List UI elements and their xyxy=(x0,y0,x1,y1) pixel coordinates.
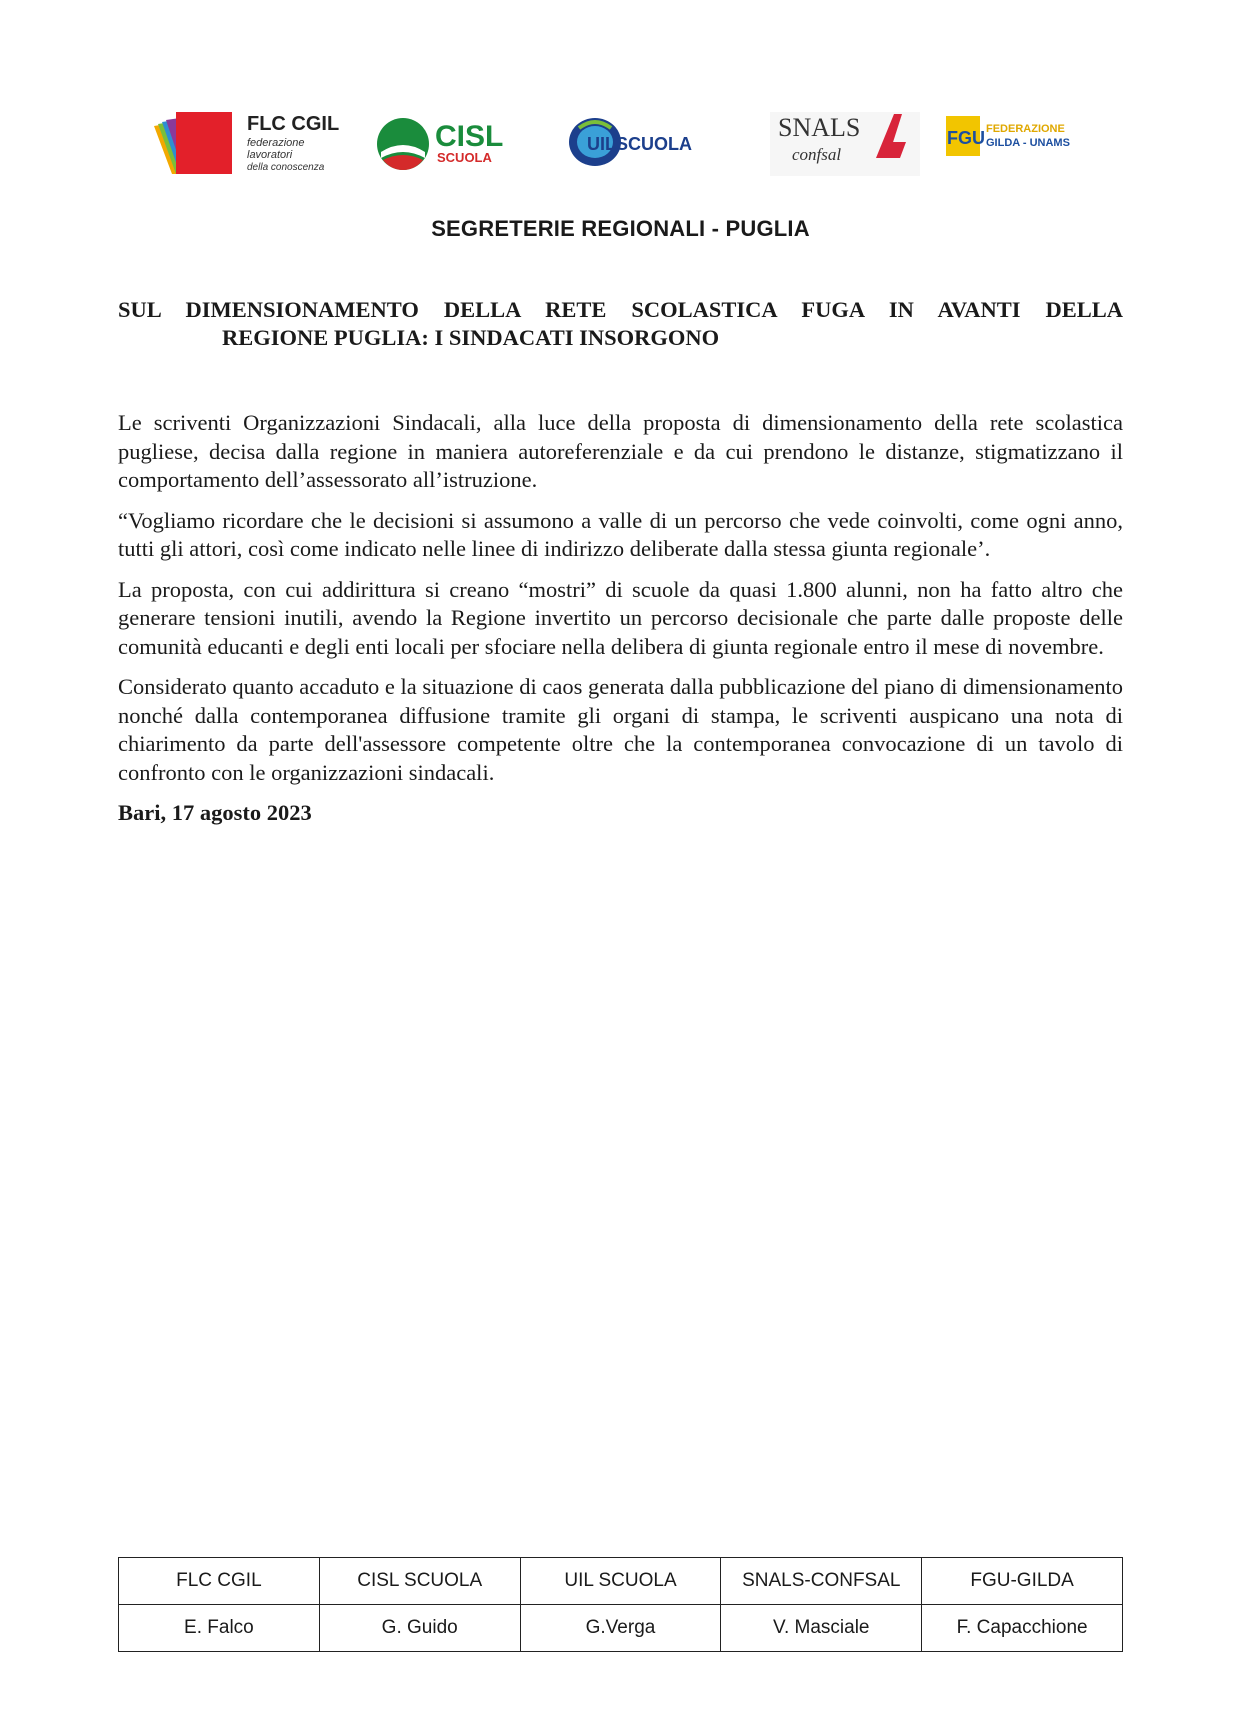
paragraph: Considerato quanto accaduto e la situazione di caos generata dalla pubblicazione del piano di dimensionamento nonché dalla contemporanea diffusione tramite gli organi di stampa, le scriventi auspicano una nota di chiarimento da parte dell'assessore competente oltre che la contemporanea convocazione di un tavolo di confronto con le organizzazioni sindacali. xyxy=(118,674,1123,785)
flc-cgil-logo xyxy=(150,112,350,192)
org-cell: SNALS-CONFSAL xyxy=(721,1558,922,1605)
signatory-cell: G. Guido xyxy=(319,1605,520,1652)
document-body xyxy=(118,409,1123,840)
org-cell: CISL SCUOLA xyxy=(319,1558,520,1605)
cisl-scuola-logo xyxy=(375,112,535,192)
table-row xyxy=(119,1558,1123,1605)
svg-text:SCUOLA: SCUOLA xyxy=(437,150,492,165)
svg-text:SNALS: SNALS xyxy=(778,113,861,142)
signatory-cell: E. Falco xyxy=(119,1605,320,1652)
org-cell: UIL SCUOLA xyxy=(520,1558,721,1605)
uil-scuola-logo xyxy=(565,112,735,192)
paragraph: La proposta, con cui addirittura si creano “mostri” di scuole da quasi 1.800 alunni, non ha fatto altro che generare tensioni inutili, avendo la Regione invertito un percorso decisionale che parte dalle proposte delle comunità educanti e degli enti locali per sfociare nella delibera di giunta regionale entro il mese di novembre. xyxy=(118,576,1123,659)
signatory-cell: G.Verga xyxy=(520,1605,721,1652)
document-title xyxy=(118,296,1123,352)
paragraph: “Vogliamo ricordare che le decisioni si assumono a valle di un percorso che vede coinvolti, come ogni anno, tutti gli attori, così come indicato nelle linee di indirizzo deliberate dalla stessa giunta regionale’. xyxy=(118,507,1123,561)
svg-text:lavoratori: lavoratori xyxy=(247,149,293,161)
svg-text:confsal: confsal xyxy=(792,145,842,164)
signatory-cell: V. Masciale xyxy=(721,1605,922,1652)
paragraph: Le scriventi Organizzazioni Sindacali, alla luce della proposta di dimensionamento della rete scolastica pugliese, decisa dalla regione in maniera autoreferenziale e da cui prendono le distanze, stigmatizzano il comportamento dell’assessorato all’istruzione. xyxy=(118,410,1123,492)
org-cell: FGU-GILDA xyxy=(922,1558,1123,1605)
svg-text:della conoscenza: della conoscenza xyxy=(247,162,325,173)
svg-text:FEDERAZIONE: FEDERAZIONE xyxy=(986,123,1065,135)
document-date: Bari, 17 agosto 2023 xyxy=(118,800,312,825)
logos-row xyxy=(150,112,1080,192)
title-line-2: REGIONE PUGLIA: I SINDACATI INSORGONO xyxy=(222,325,720,350)
signatory-cell: F. Capacchione xyxy=(922,1605,1123,1652)
signatures-table xyxy=(118,1557,1123,1652)
table-row xyxy=(119,1605,1123,1652)
page-heading: SEGRETERIE REGIONALI - PUGLIA xyxy=(431,216,810,241)
svg-text:CISL: CISL xyxy=(435,120,504,153)
svg-text:federazione: federazione xyxy=(247,137,305,149)
svg-text:GILDA - UNAMS: GILDA - UNAMS xyxy=(986,137,1070,149)
title-line-1: SUL DIMENSIONAMENTO DELLA RETE SCOLASTICA FUGA IN AVANTI DELLA xyxy=(118,297,1123,322)
svg-text:FLC CGIL: FLC CGIL xyxy=(247,113,340,135)
svg-text:FGU: FGU xyxy=(947,128,985,148)
org-cell: FLC CGIL xyxy=(119,1558,320,1605)
fgu-gilda-logo xyxy=(942,112,1082,192)
svg-text:UILSCUOLA: UILSCUOLA xyxy=(587,134,692,154)
snals-confsal-logo xyxy=(770,112,930,192)
